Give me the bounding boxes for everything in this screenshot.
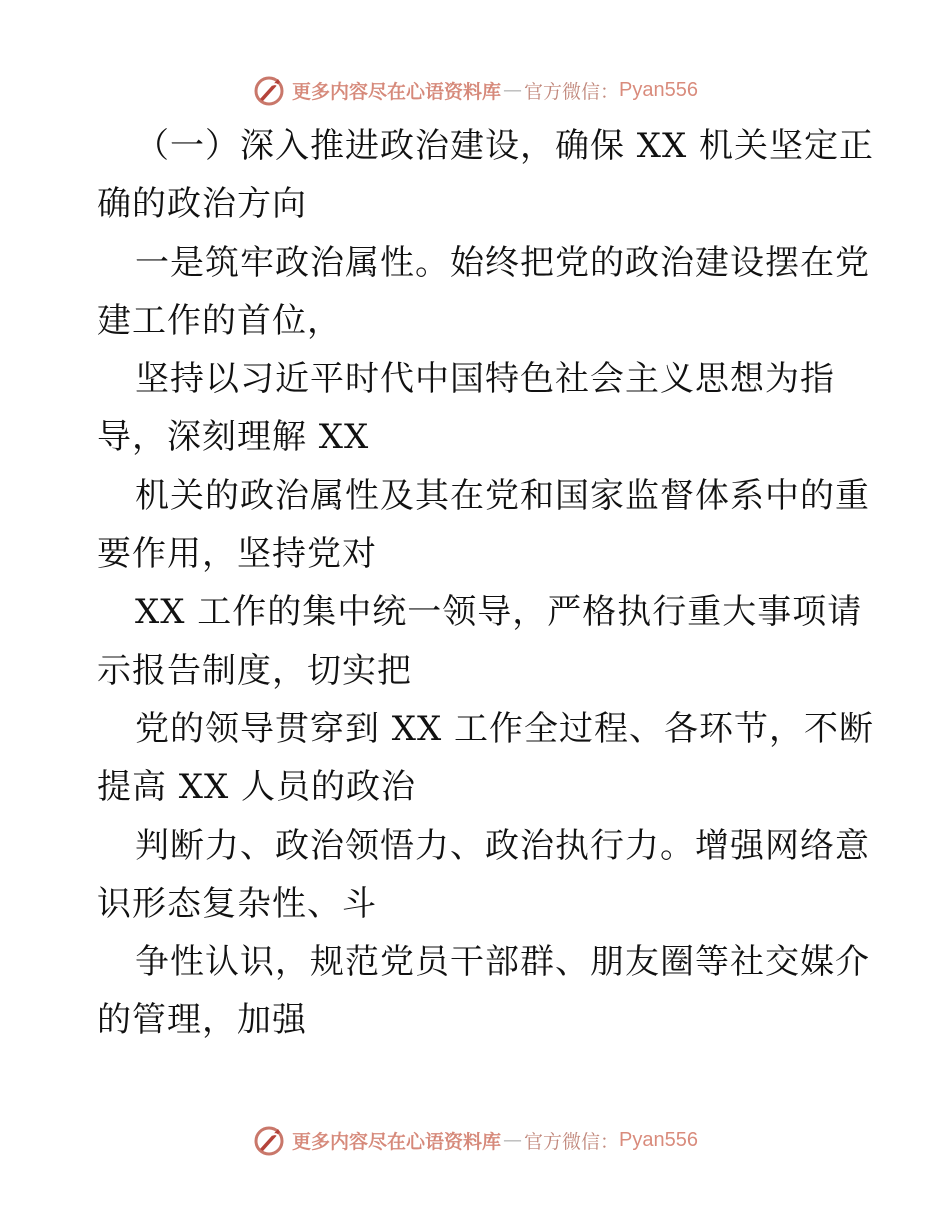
quill-logo-icon: [252, 1123, 286, 1157]
text-line: 判断力、政治领悟力、政治执行力。增强网络意: [135, 825, 870, 866]
watermark-brand: 更多内容尽在心语资料库: [292, 1130, 502, 1153]
text-line: 机关的政治属性及其在党和国家监督体系中的重: [135, 475, 870, 516]
watermark-wechat-id: Pyan556: [619, 78, 698, 101]
text-line: XX 工作的集中统一领导，严格执行重大事项请: [135, 592, 863, 633]
text-line: 的管理，加强: [97, 1000, 307, 1041]
text-line: 提高 XX 人员的政治: [97, 767, 417, 808]
watermark-wechat-id: Pyan556: [619, 1128, 698, 1151]
text-line: 一是筑牢政治属性。始终把党的政治建设摆在党: [135, 242, 870, 283]
text-line: 党的领导贯穿到 XX 工作全过程、各环节，不断: [135, 708, 875, 749]
text-line: 识形态复杂性、斗: [97, 883, 377, 924]
text-line: 导，深刻理解 XX: [97, 417, 370, 458]
text-line: （一）深入推进政治建设，确保 XX 机关坚定正: [135, 126, 875, 166]
document-body: [97, 117, 875, 1050]
text-line: 确的政治方向: [97, 184, 307, 225]
watermark-label: 官方微信：: [524, 1130, 620, 1153]
text-line: 争性认识，规范党员干部群、朋友圈等社交媒介: [135, 942, 870, 983]
text-line: 坚持以习近平时代中国特色社会主义思想为指: [135, 359, 835, 400]
header-watermark: [0, 70, 950, 110]
watermark-label: 官方微信：: [524, 80, 620, 103]
text-line: 要作用，坚持党对: [97, 534, 377, 575]
quill-logo-icon: [252, 73, 286, 107]
footer-watermark: [0, 1120, 950, 1160]
watermark-brand: 更多内容尽在心语资料库: [292, 80, 502, 103]
text-line: 示报告制度，切实把: [97, 650, 412, 691]
text-line: 建工作的首位，: [97, 300, 342, 341]
watermark-dash: —: [503, 1129, 523, 1151]
watermark-dash: —: [503, 79, 523, 101]
